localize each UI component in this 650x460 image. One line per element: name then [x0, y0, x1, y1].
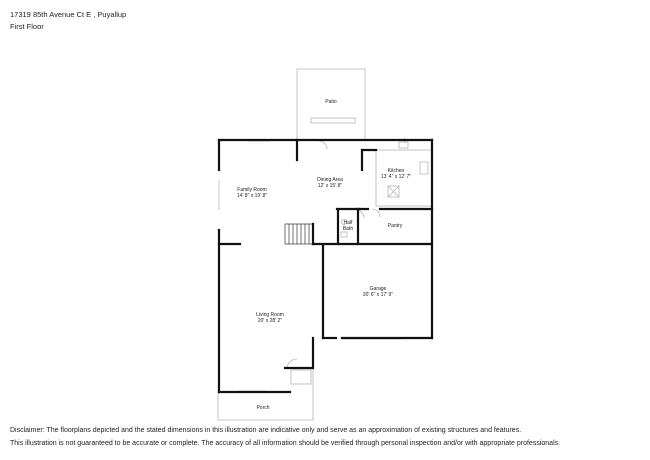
- disclaimer-line-2: This illustration is not guaranteed to be accurate or complete. The accuracy of all information should be verified through personal inspection and/or with appropriate professionals.: [10, 440, 561, 447]
- address-title: 17319 85th Avenue Ct E , Puyallup: [10, 10, 127, 19]
- porch-step: [291, 370, 311, 384]
- family-room-label: Family Room: [237, 187, 267, 193]
- family-room-dims: 14' 8" x 19' 8": [236, 193, 268, 199]
- dining-area-dims: 12' x 15' 8": [317, 183, 343, 189]
- garage-dims: 20' 6" x 17' 9": [362, 292, 394, 298]
- patio-label: Patio: [325, 99, 337, 105]
- pantry-door-swing: [372, 209, 380, 217]
- half-bath-label-2: Bath: [342, 226, 354, 232]
- patio-door-swing: [319, 141, 327, 149]
- disclaimer-line-1: Disclaimer: The floorplans depicted and the stated dimensions in this illustration are indicative only and serve as an approximation of existing structures and features.: [10, 427, 522, 434]
- half-bath-label-1: Half: [343, 220, 353, 226]
- kitchen-label: Kitchen: [387, 168, 405, 174]
- pantry-label: Pantry: [387, 223, 403, 229]
- sink: [399, 142, 408, 148]
- bath-sink: [341, 232, 347, 237]
- entry-walls: [285, 338, 313, 368]
- living-room-label: Living Room: [256, 312, 284, 318]
- porch-label: Porch: [256, 405, 270, 411]
- garage-label: Garage: [369, 286, 387, 292]
- porch-outline: [218, 368, 313, 420]
- sliding-door-frame: [311, 118, 355, 123]
- stairs: [285, 224, 313, 244]
- living-room-dims: 20' x 28' 2": [257, 318, 283, 324]
- stove: [420, 162, 428, 174]
- floor-label: First Floor: [10, 22, 44, 31]
- dining-area-label: Dining Area: [317, 177, 343, 183]
- kitchen-dims: 13' 4" x 12' 7": [380, 174, 412, 180]
